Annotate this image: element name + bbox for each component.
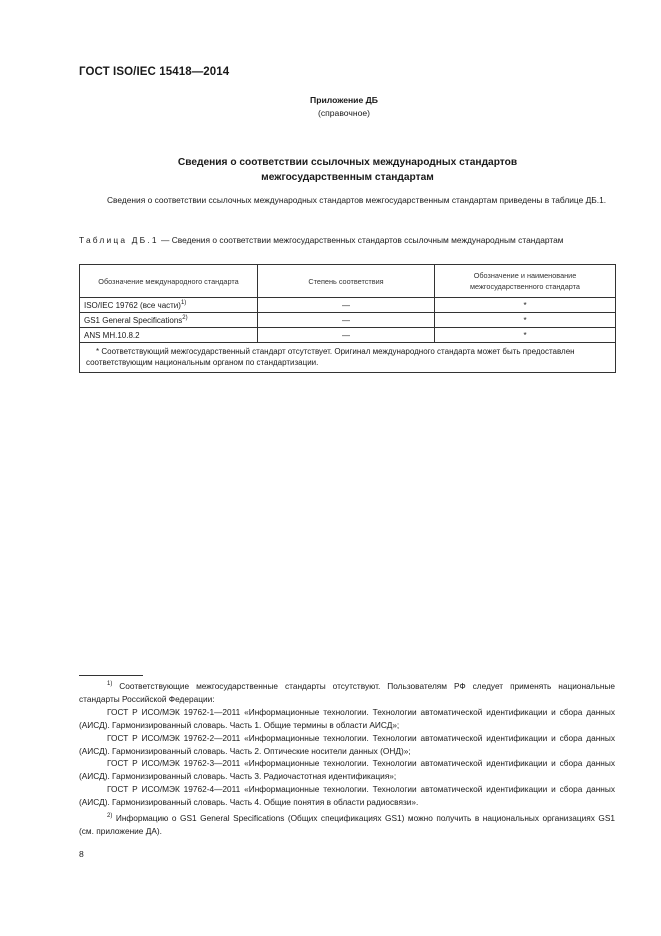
cell-degree: — bbox=[258, 298, 435, 313]
footnote-item: ГОСТ Р ИСО/МЭК 19762-2—2011 «Информационные технологии. Технологии автоматической идентификации и сбора данных (АИСД). Гармонизированный словарь. Часть 2. Оптические носители данных (ОНД)»; bbox=[79, 732, 615, 756]
footnote-2: $^{2)}$ Информацию о GS1 General Specifications (Общих спецификациях GS1) можно получить в национальных организациях GS1 (см. приложение ДА). bbox=[79, 813, 615, 836]
table-header-row bbox=[80, 265, 616, 298]
table-caption-text: — Сведения о соответствии межгосударственных стандартов ссылочным международным стандартам bbox=[158, 235, 564, 245]
footnote-item: ГОСТ Р ИСО/МЭК 19762-1—2011 «Информационные технологии. Технологии автоматической идентификации и сбора данных (АИСД). Гармонизированный словарь. Часть 1. Общие термины в области АИСД»; bbox=[79, 706, 615, 730]
footnote-marker: 2) bbox=[107, 813, 113, 819]
table-row bbox=[80, 313, 616, 328]
column-header-degree: Степень соответствия bbox=[258, 265, 435, 298]
section-title-line1: Сведения о соответствии ссылочных международных стандартов bbox=[177, 157, 518, 168]
table-note: * Соответствующий межгосударственный стандарт отсутствует. Оригинал международного стандарта может быть предоставлен соответствующим национальным органом по стандартизации. bbox=[80, 343, 616, 373]
footnote-item: ГОСТ Р ИСО/МЭК 19762-3—2011 «Информационные технологии. Технологии автоматической идентификации и сбора данных (АИСД). Гармонизированный словарь. Часть 3. Радиочастотная идентификация»; bbox=[79, 758, 615, 782]
intro-paragraph: Сведения о соответствии ссылочных международных стандартов межгосударственным стандартам приведены в таблице ДБ.1. bbox=[107, 195, 607, 205]
cell-interstate: * bbox=[435, 313, 616, 328]
annex-status: (справочное) bbox=[317, 108, 371, 118]
table-caption-label: Таблица ДБ.1 bbox=[79, 235, 159, 245]
cell-interstate: * bbox=[435, 298, 616, 313]
table-caption bbox=[79, 233, 615, 247]
section-title-line2: межгосударственным стандартам bbox=[261, 172, 434, 183]
standard-designation: ГОСТ ISO/IEC 15418—2014 bbox=[79, 66, 230, 78]
cell-designation: GS1 General Specifications$^{2)}$ bbox=[80, 313, 258, 328]
cell-interstate: * bbox=[435, 328, 616, 343]
footnote-marker: 1) bbox=[107, 681, 113, 687]
cell-degree: — bbox=[258, 328, 435, 343]
cell-designation: ANS MH.10.8.2 bbox=[80, 328, 258, 343]
cell-degree: — bbox=[258, 313, 435, 328]
footnote-separator bbox=[79, 675, 143, 676]
annex-title: Приложение ДБ bbox=[310, 95, 378, 105]
footnote-item: ГОСТ Р ИСО/МЭК 19762-4—2011 «Информационные технологии. Технологии автоматической идентификации и сбора данных (АИСД). Гармонизированный словарь. Часть 4. Общие понятия в области радиосвязи». bbox=[79, 784, 615, 808]
footnote-ref: 1) bbox=[180, 299, 187, 306]
table-row bbox=[80, 328, 616, 343]
column-header-interstate: Обозначение и наименование межгосударственного стандарта bbox=[435, 265, 616, 298]
table-row bbox=[80, 298, 616, 313]
footnote-1: $^{1)}$ Соответствующие межгосударственные стандарты отсутствуют. Пользователям РФ следует применять национальные стандарты Российской Федерации: ГОСТ Р ИСО/МЭК 19762-1—2011 «Информационные технологии. Технологии автоматической идентификации и сбора данных (АИСД). Гармонизированный словарь. Часть 1. Общие термины в области АИСД»; ГОСТ Р ИСО/МЭК 19762-2—2011 «Информационные технологии. Технологии автоматической идентификации и сбора данных (АИСД). Гармонизированный словарь. Часть 2. Оптические носители данных (ОНД)»; ГОСТ Р ИСО/МЭК 19762-3—2011 «Информационные технологии. Технологии автоматической идентификации и сбора данных (АИСД). Гармонизированный словарь. Часть 3. Радиочастотная идентификация»; ГОСТ Р ИСО/МЭК 19762-4—2011 «Информационные технологии. Технологии автоматической идентификации и сбора данных (АИСД). Гармонизированный словарь. Часть 4. Общие понятия в области радиосвязи». bbox=[79, 681, 615, 808]
table-note-row bbox=[80, 343, 616, 373]
page-number: 8 bbox=[79, 849, 84, 859]
correspondence-table bbox=[79, 264, 616, 373]
footnote-ref: 2) bbox=[182, 314, 188, 321]
cell-designation: ISO/IEC 19762 (все части)$^{1)}$ bbox=[80, 298, 258, 313]
column-header-international: Обозначение международного стандарта bbox=[80, 265, 258, 298]
